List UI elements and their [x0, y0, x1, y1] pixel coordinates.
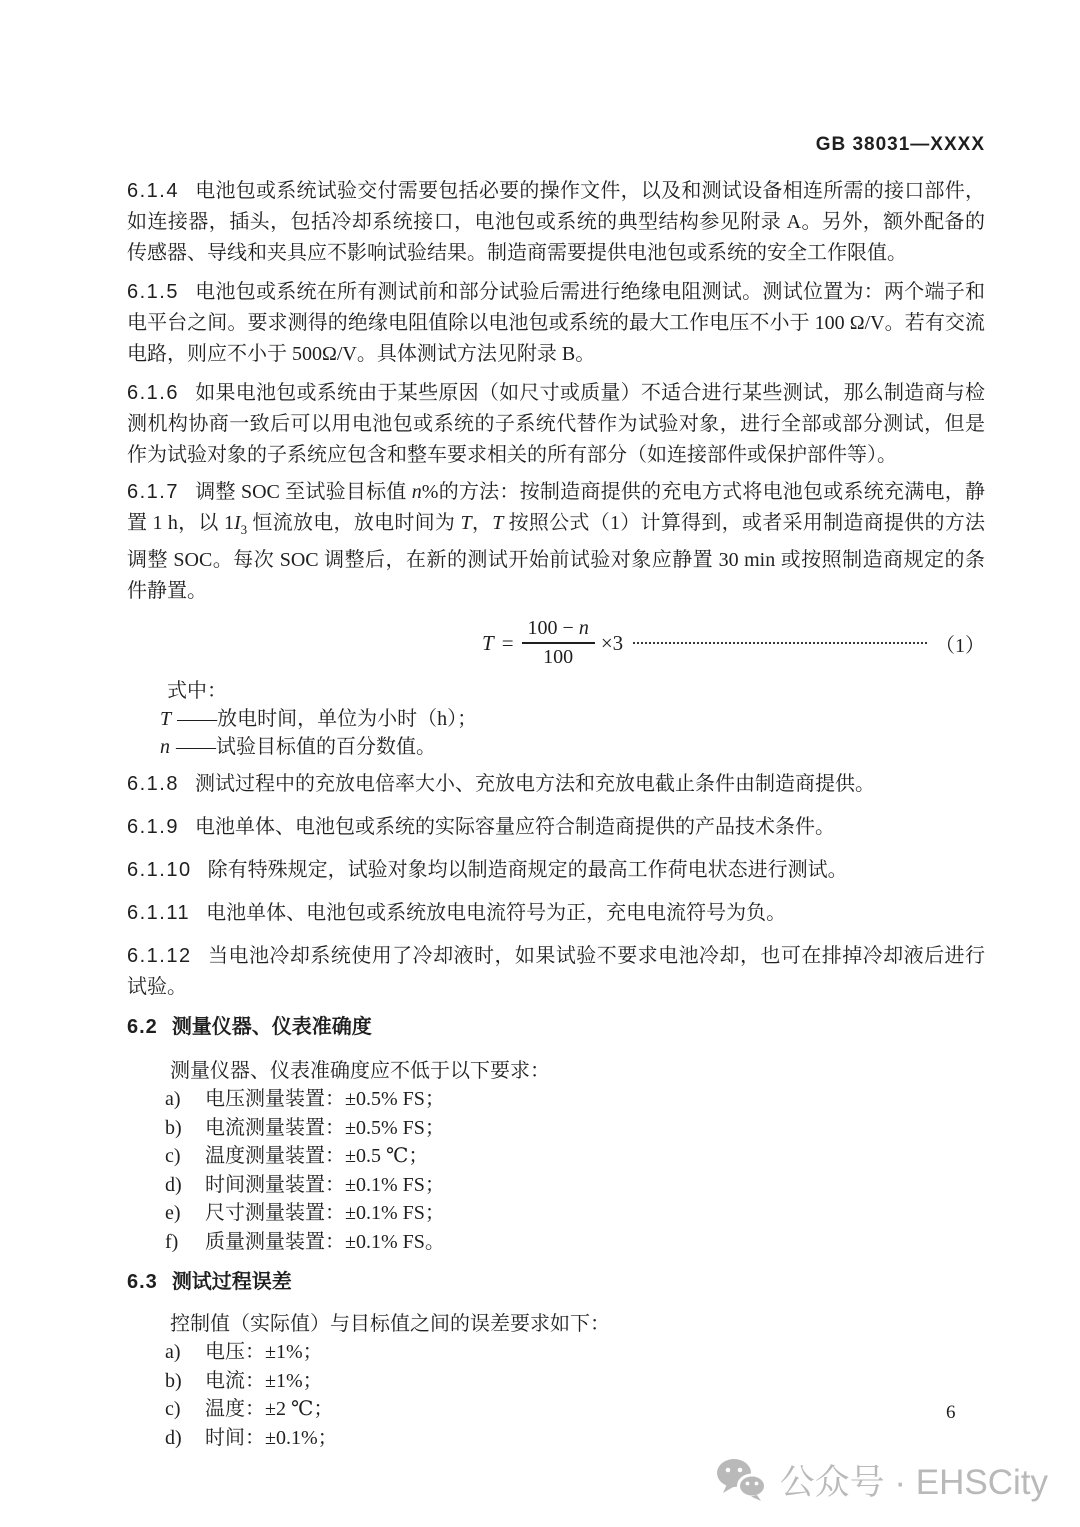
variable-I: I: [233, 512, 241, 534]
subscript-3: 3: [240, 522, 248, 537]
list-item: [165, 1228, 985, 1257]
formula-note-T: [127, 705, 985, 733]
list-item-label: a): [165, 1341, 181, 1363]
clause-text: %的方法：按制造商提供的充电方式将电池包或系统充满电，静置 1 h，以 1: [127, 481, 985, 534]
clause-number: 6.1.12: [127, 945, 192, 967]
variable-T: T: [492, 512, 504, 534]
note-text: 试验目标值的百分数值。: [216, 736, 436, 758]
dotted-leader: [633, 642, 927, 644]
variable-n: n: [411, 481, 422, 503]
clause-text: 除有特殊规定，试验对象均以制造商规定的最高工作荷电状态进行测试。: [207, 859, 848, 881]
section-heading-6-3: [127, 1268, 985, 1296]
accuracy-list: [127, 1085, 985, 1256]
section-number: 6.3: [127, 1271, 158, 1293]
section-6-3-intro: 控制值（实际值）与目标值之间的误差要求如下：: [170, 1313, 610, 1335]
note-text: 放电时间，单位为小时（h）；: [217, 708, 478, 730]
equation-1: [127, 611, 985, 675]
list-item: [165, 1085, 985, 1114]
clause-text: 调整 SOC 至试验目标值: [194, 481, 412, 503]
list-item-text: 电压测量装置：±0.5% FS；: [205, 1088, 445, 1110]
formula-notes-intro: 式中：: [167, 680, 227, 702]
section-title: 测试过程误差: [171, 1271, 292, 1293]
section-heading-6-2: [127, 1013, 985, 1041]
variable-T: T: [460, 512, 472, 534]
clause-text: 当电池冷却系统使用了冷却液时，如果试验不要求电池冷却，也可在排掉冷却液后进行试验。: [127, 945, 985, 998]
clause-6-1-6: [127, 378, 985, 471]
formula-lhs: T: [482, 630, 494, 655]
list-item-text: 质量测量装置：±0.1% FS。: [205, 1230, 445, 1253]
clause-text: 电池包或系统在所有测试前和部分试验后需进行绝缘电阻测试。测试位置为：两个端子和电平台之间。要求测得的绝缘电阻值除以电池包或系统的最大工作电压不小于 100 Ω/V。若有交流电路，则应不小于 500Ω/V。具体测试方法见附录 B。: [127, 281, 985, 365]
list-item: [165, 1338, 985, 1367]
clause-text: 恒流放电，放电时间为: [247, 512, 461, 534]
clause-text: 如果电池包或系统由于某些原因（如尺寸或质量）不适合进行某些测试，那么制造商与检测机构协商一致后可以用电池包或系统的子系统代替作为试验对象，进行全部或部分测试，但是作为试验对象的子系统应包含和整车要求相关的所有部分（如连接部件或保护部件等）。: [127, 382, 985, 466]
clause-number: 6.1.5: [127, 281, 179, 303]
clause-6-1-11: [127, 898, 985, 929]
section-title: 测量仪器、仪表准确度: [171, 1016, 372, 1038]
list-item: [165, 1367, 985, 1396]
numerator-variable: n: [578, 617, 589, 639]
list-item: [165, 1424, 985, 1453]
list-item-label: b): [165, 1116, 182, 1139]
list-item: [165, 1114, 985, 1143]
clause-6-1-7: [127, 477, 985, 607]
list-item-label: d): [165, 1426, 182, 1449]
clause-text: 测试过程中的充放电倍率大小、充放电方法和充放电截止条件由制造商提供。: [194, 773, 875, 795]
list-item-label: d): [165, 1173, 182, 1196]
list-item-text: 尺寸测量装置：±0.1% FS；: [205, 1202, 445, 1224]
page-number: 6: [946, 1402, 956, 1423]
list-item-text: 电压：±1%；: [205, 1341, 323, 1363]
list-item-text: 时间测量装置：±0.1% FS；: [205, 1173, 445, 1196]
clause-6-1-10: [127, 855, 985, 886]
clause-text: 按照公式（1）计算得到，或者采用制造商提供的方法调整 SOC。每次 SOC 调整后，在新的测试开始前试验对象应静置 30 min 或按照制造商规定的条件静置。: [127, 512, 986, 602]
section-6-2-intro: 测量仪器、仪表准确度应不低于以下要求：: [170, 1060, 550, 1082]
fraction-numerator: [522, 617, 595, 644]
clause-6-1-5: [127, 277, 985, 370]
list-item: [165, 1199, 985, 1228]
clause-text: ，: [471, 512, 493, 534]
list-item-label: a): [165, 1088, 181, 1110]
list-item-text: 电流：±1%；: [205, 1369, 323, 1392]
clause-6-1-8: [127, 769, 985, 800]
list-item-label: c): [165, 1145, 181, 1167]
clause-number: 6.1.7: [127, 481, 179, 503]
clause-6-1-12: [127, 941, 985, 1003]
equation-number: （1）: [935, 634, 985, 657]
note-symbol: n: [160, 736, 170, 758]
standard-number: GB 38031—XXXX: [815, 134, 985, 155]
clause-text: 电池单体、电池包或系统的实际容量应符合制造商提供的产品技术条件。: [194, 816, 835, 838]
list-item-text: 时间：±0.1%；: [205, 1426, 338, 1449]
clause-number: 6.1.8: [127, 773, 179, 795]
list-item-label: b): [165, 1369, 182, 1392]
clause-6-1-9: [127, 812, 985, 843]
note-dash: ——: [176, 736, 216, 758]
clause-number: 6.1.4: [127, 180, 179, 202]
note-symbol: T: [160, 708, 172, 730]
list-item-text: 温度：±2 ℃；: [205, 1398, 334, 1420]
clause-number: 6.1.11: [127, 902, 191, 924]
clause-text: 电池单体、电池包或系统放电电流符号为正，充电电流符号为负。: [206, 902, 787, 924]
list-item-text: 电流测量装置：±0.5% FS；: [205, 1116, 445, 1139]
section-number: 6.2: [127, 1016, 158, 1038]
list-item-label: c): [165, 1398, 181, 1420]
clause-6-1-4: [127, 176, 985, 269]
clause-number: 6.1.6: [127, 382, 179, 404]
formula-note-n: [127, 733, 985, 761]
watermark: [716, 1455, 1048, 1505]
fraction-denominator: 100: [543, 646, 574, 668]
fraction: [522, 617, 595, 669]
numerator-constant: 100 −: [527, 617, 579, 639]
list-item: [165, 1395, 985, 1424]
tolerance-list: [127, 1338, 985, 1452]
list-item: [165, 1171, 985, 1200]
multiplier: ×3: [600, 630, 624, 655]
clause-text: 电池包或系统试验交付需要包括必要的操作文件，以及和测试设备相连所需的接口部件，如连接器，插头，包括冷却系统接口，电池包或系统的典型结构参见附录 A。另外，额外配备的传感器、导线和夹具应不影响试验结果。制造商需要提供电池包或系统的安全工作限值。: [127, 180, 985, 264]
list-item-label: e): [165, 1202, 181, 1224]
list-item-text: 温度测量装置：±0.5 ℃；: [205, 1145, 429, 1167]
list-item: [165, 1142, 985, 1171]
list-item-label: f): [165, 1230, 179, 1253]
equals-sign: =: [501, 630, 514, 655]
clause-number: 6.1.9: [127, 816, 179, 838]
watermark-text: 公众号 · EHSCity: [779, 1463, 1048, 1502]
note-dash: ——: [177, 708, 218, 730]
clause-number: 6.1.10: [127, 859, 192, 881]
wechat-icon: [716, 1458, 768, 1502]
